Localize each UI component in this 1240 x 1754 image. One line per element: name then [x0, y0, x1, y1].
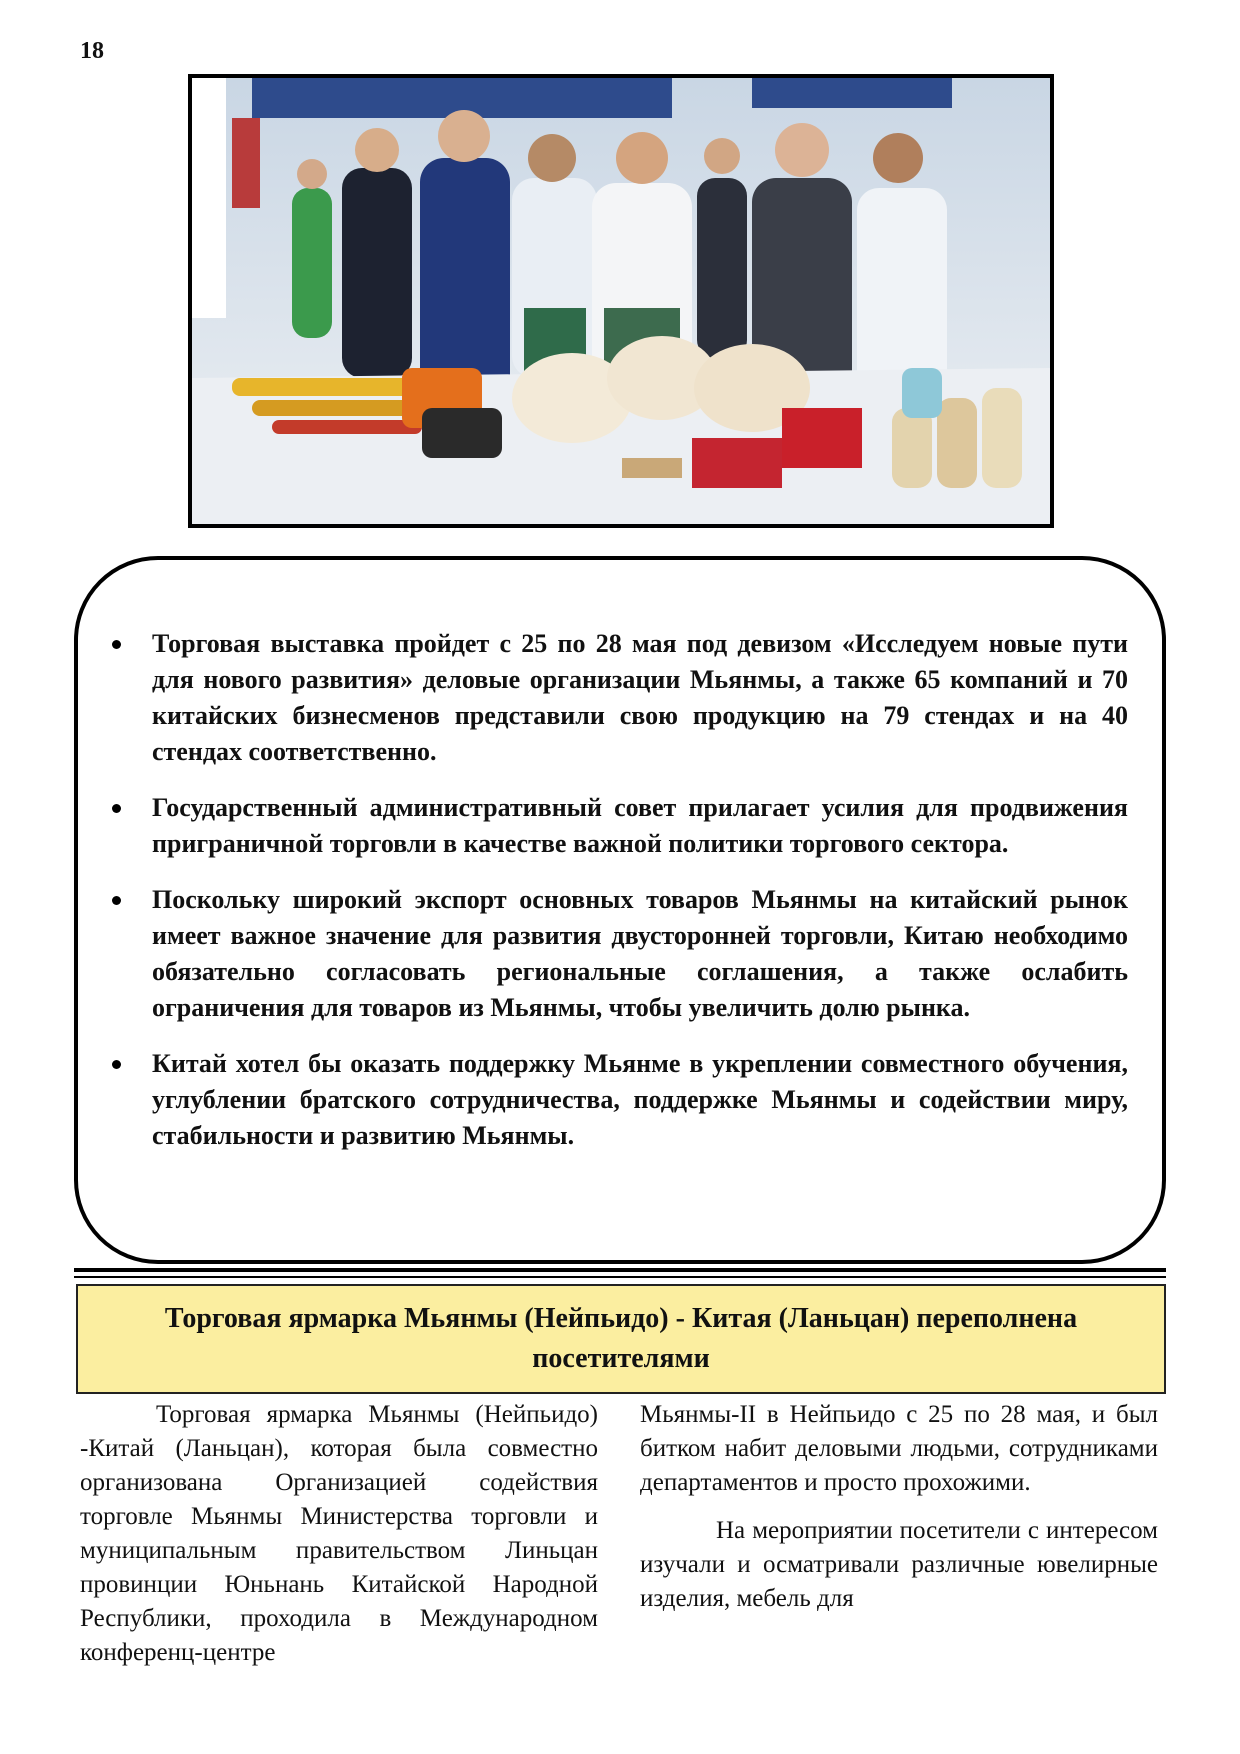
article-paragraph: На мероприятии посетители с интересом изучали и осматривали различные ювелирные изделия, мебель для	[640, 1517, 1158, 1612]
bullet-icon	[112, 896, 121, 905]
key-points-list	[112, 626, 1128, 1174]
trade-fair-photo	[188, 74, 1054, 528]
article-column-left	[80, 1398, 598, 1684]
divider	[74, 1276, 1166, 1278]
key-point: Китай хотел бы оказать поддержку Мьянме в укреплении совместного обучения, углублении братского сотрудничества, поддержке Мьянмы и содействии миру, стабильности и развитию Мьянмы.	[112, 1046, 1128, 1154]
bullet-icon	[112, 804, 121, 813]
article-paragraph: Мьянмы-II в Нейпьидо с 25 по 28 мая, и был битком набит деловыми людьми, сотрудниками департаментов и просто прохожими.	[640, 1401, 1158, 1496]
divider	[74, 1268, 1166, 1272]
article-column-right	[640, 1398, 1158, 1630]
bullet-icon	[112, 640, 121, 649]
key-point: Государственный административный совет прилагает усилия для продвижения приграничной торговли в качестве важной политики торгового сектора.	[112, 790, 1128, 862]
key-point: Поскольку широкий экспорт основных товаров Мьянмы на китайский рынок имеет важное значение для развития двусторонней торговли, Китаю необходимо обязательно согласовать региональные соглашения, а также ослабить ограничения для товаров из Мьянмы, чтобы увеличить долю рынка.	[112, 882, 1128, 1026]
article-paragraph: Торговая ярмарка Мьянмы (Нейпьидо) -Китай (Ланьцан), которая была совместно организована Организацией содействия торговле Мьянмы Министерства торговли и муниципальным правительством Линьцан провинции Юньнань Китайской Народной Республики, проходила в Международном конференц-центре	[80, 1401, 598, 1666]
article-headline: Торговая ярмарка Мьянмы (Нейпьидо) - Китая (Ланьцан) переполнена посетителями	[164, 1303, 1078, 1374]
key-points-box	[74, 556, 1166, 1264]
page-number: 18	[80, 38, 104, 64]
article-headline-box	[76, 1284, 1166, 1394]
bullet-icon	[112, 1060, 121, 1069]
key-point: Торговая выставка пройдет с 25 по 28 мая под девизом «Исследуем новые пути для нового развития» деловые организации Мьянмы, а также 65 компаний и 70 китайских бизнесменов представили свою продукцию на 79 стендах и на 40 стендах соответственно.	[112, 626, 1128, 770]
